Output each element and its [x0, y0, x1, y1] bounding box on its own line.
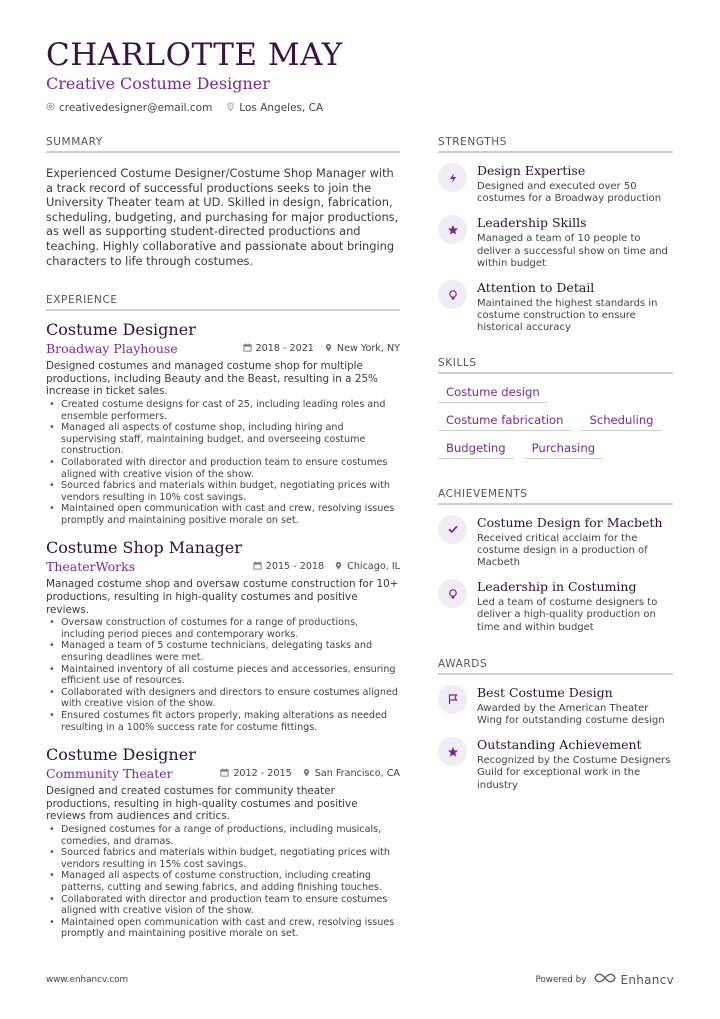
achievements-heading: ACHIEVEMENTS — [438, 488, 673, 505]
contact-location — [226, 102, 323, 114]
job-title: Costume Shop Manager — [46, 538, 242, 558]
strength-item — [438, 163, 673, 205]
achievement-desc: Led a team of costume designers to deliver a high-quality production on time and within budget — [477, 597, 658, 633]
skill-tag: Costume design — [438, 381, 548, 403]
resume-header — [46, 38, 676, 114]
calendar-icon — [220, 768, 229, 780]
experience-heading: EXPERIENCE — [46, 294, 400, 311]
award-title: Outstanding Achievement — [477, 737, 642, 753]
awards-heading: AWARDS — [438, 658, 673, 675]
achievement-item — [438, 579, 673, 634]
award-item — [438, 685, 673, 727]
job-location: San Francisco, CA — [314, 768, 400, 780]
brand-name: Enhancv — [620, 972, 674, 987]
map-pin-icon — [324, 343, 333, 355]
candidate-name: CHARLOTTE MAY — [46, 37, 343, 73]
summary-text: Experienced Costume Designer/Costume Shop Manager with a track record of successful productions seeks to join the University Theater team at UD. Skilled in design, fabrication, scheduling, budgeting, and purchasing for major productions, as well as supporting student-directed productions and teaching. Highly collaborative and passionate about bringing characters to life through costumes. — [46, 166, 399, 268]
award-desc: Recognized by the Costume Designers Guild for exceptional work in the industry — [477, 755, 671, 791]
job-entry — [46, 320, 400, 526]
job-entry — [46, 538, 400, 733]
skill-tag: Costume fabrication — [438, 409, 571, 431]
bullet-item: • Oversaw construction of costumes for a range of productions, including period pieces and contemporary works. — [46, 617, 400, 640]
strengths-heading: STRENGTHS — [438, 136, 673, 153]
job-meta — [243, 343, 400, 355]
strength-item — [438, 280, 673, 335]
star-badge-icon — [438, 215, 467, 244]
bullet-item: • Collaborated with director and production team to ensure costumes aligned with creative vision of the show. — [46, 894, 400, 917]
brand-logo[interactable] — [594, 972, 674, 987]
map-pin-icon — [334, 561, 343, 573]
contact-info — [46, 102, 676, 114]
job-meta — [253, 561, 400, 573]
strength-desc: Designed and executed over 50 costumes for a Broadway production — [477, 181, 662, 205]
job-location: Chicago, IL — [347, 561, 400, 573]
job-location: New York, NY — [336, 343, 400, 355]
job-bullets — [46, 824, 400, 940]
bullet-item: • Managed a team of 5 costume technicians, delegating tasks and ensuring deadlines were met. — [46, 640, 400, 663]
achievement-item — [438, 515, 673, 570]
contact-email[interactable] — [46, 102, 212, 114]
strength-title: Attention to Detail — [477, 280, 595, 296]
checkmark-icon — [438, 515, 467, 544]
map-pin-icon — [302, 768, 311, 780]
calendar-icon — [253, 561, 262, 573]
award-desc: Awarded by the American Theater Wing for outstanding costume design — [477, 702, 665, 727]
powered-by — [535, 972, 674, 987]
strength-desc: Managed a team of 10 people to deliver a successful show on time and within budget — [477, 233, 668, 269]
award-title: Best Costume Design — [477, 684, 613, 700]
at-icon — [46, 102, 55, 114]
job-meta — [220, 768, 400, 780]
awards-section — [438, 658, 673, 792]
skills-heading: SKILLS — [438, 357, 673, 374]
candidate-title: Creative Costume Designer — [46, 74, 270, 93]
right-column — [438, 136, 673, 792]
award-item — [438, 737, 673, 792]
strength-desc: Maintained the highest standards in costume construction to ensure historical accuracy — [477, 298, 658, 334]
skills-section — [438, 357, 673, 459]
strength-title: Leadership Skills — [477, 215, 587, 231]
left-column — [46, 136, 400, 940]
bullet-item: • Created costume designs for cast of 25, including leading roles and ensemble performers. — [46, 399, 400, 422]
company-name: Broadway Playhouse — [46, 341, 178, 357]
powered-by-label: Powered by — [535, 974, 587, 985]
star-badge-icon — [438, 737, 467, 766]
map-pin-icon — [226, 102, 235, 114]
job-dates: 2015 - 2018 — [265, 561, 325, 573]
job-title: Costume Designer — [46, 320, 196, 340]
bullet-item: • Collaborated with director and production team to ensure costumes aligned with creative vision of the show. — [46, 457, 400, 480]
skill-tag: Budgeting — [438, 437, 514, 459]
achievement-title: Leadership in Costuming — [477, 579, 637, 595]
bullet-item: • Sourced fabrics and materials within budget, negotiating prices with vendors resulting in 10% cost savings. — [46, 480, 400, 503]
achievement-desc: Received critical acclaim for the costume design in a production of Macbeth — [477, 532, 648, 569]
job-bullets — [46, 399, 400, 527]
bullet-item: • Maintained inventory of all costume pieces and accessories, ensuring efficient use of resources. — [46, 664, 400, 687]
lightbulb-icon — [438, 579, 467, 608]
skills-list — [438, 381, 673, 459]
calendar-icon — [243, 343, 252, 355]
strength-title: Design Expertise — [477, 163, 586, 178]
bullet-item: • Collaborated with designers and directors to ensure costumes aligned with creative vision of the show. — [46, 687, 400, 710]
skill-tag: Purchasing — [524, 437, 603, 459]
job-entry — [46, 745, 400, 940]
enhancv-logo-icon — [594, 972, 616, 987]
job-description: Designed and created costumes for community theater productions, resulting in high-quality costumes and positive reviews from audiences and critics. — [46, 785, 358, 823]
strength-item — [438, 215, 673, 270]
page-footer — [46, 972, 674, 987]
strengths-section — [438, 136, 673, 335]
bullet-item: • Ensured costumes fit actors properly, making alterations as needed resulting in a 100% success rate for costume fittings. — [46, 710, 400, 733]
lightning-icon — [438, 163, 467, 192]
job-dates: 2018 - 2021 — [255, 343, 314, 355]
achievements-section — [438, 488, 673, 634]
email-text: creativedesigner@email.com — [59, 102, 213, 114]
summary-heading: SUMMARY — [46, 136, 400, 153]
company-name: TheaterWorks — [46, 559, 136, 575]
bullet-item: • Sourced fabrics and materials within budget, negotiating prices with vendors resulting in 15% cost savings. — [46, 847, 400, 870]
summary-section — [46, 136, 400, 268]
job-title: Costume Designer — [46, 745, 196, 765]
company-name: Community Theater — [46, 766, 173, 782]
job-bullets — [46, 617, 400, 733]
skill-tag: Scheduling — [581, 409, 661, 431]
achievement-title: Costume Design for Macbeth — [477, 514, 663, 530]
footer-link[interactable]: www.enhancv.com — [46, 974, 129, 985]
bullet-item: • Maintained open communication with cast and crew, resolving issues promptly and maintaining positive morale on set. — [46, 917, 400, 940]
bullet-item: • Managed all aspects of costume construction, including creating patterns, cutting and sewing fabrics, and adding finishing touches. — [46, 870, 400, 893]
job-dates: 2012 - 2015 — [233, 768, 292, 780]
location-text: Los Angeles, CA — [239, 102, 324, 114]
bullet-item: • Managed all aspects of costume shop, including hiring and supervising staff, maintaining budget, and overseeing costume construction. — [46, 422, 400, 457]
job-description: Designed costumes and managed costume shop for multiple productions, including Beauty and the Beast, resulting in a 25% increase in ticket sales. — [46, 360, 378, 398]
job-description: Managed costume shop and oversaw costume construction for 10+ productions, resulting in high-quality costumes and positive reviews. — [46, 578, 399, 616]
lightbulb-icon — [438, 280, 467, 309]
bullet-item: • Maintained open communication with cast and crew, resolving issues promptly and maintaining positive morale on set. — [46, 503, 400, 526]
flag-icon — [438, 685, 467, 714]
experience-section — [46, 294, 400, 940]
bullet-item: • Designed costumes for a range of productions, including musicals, comedies, and dramas. — [46, 824, 400, 847]
